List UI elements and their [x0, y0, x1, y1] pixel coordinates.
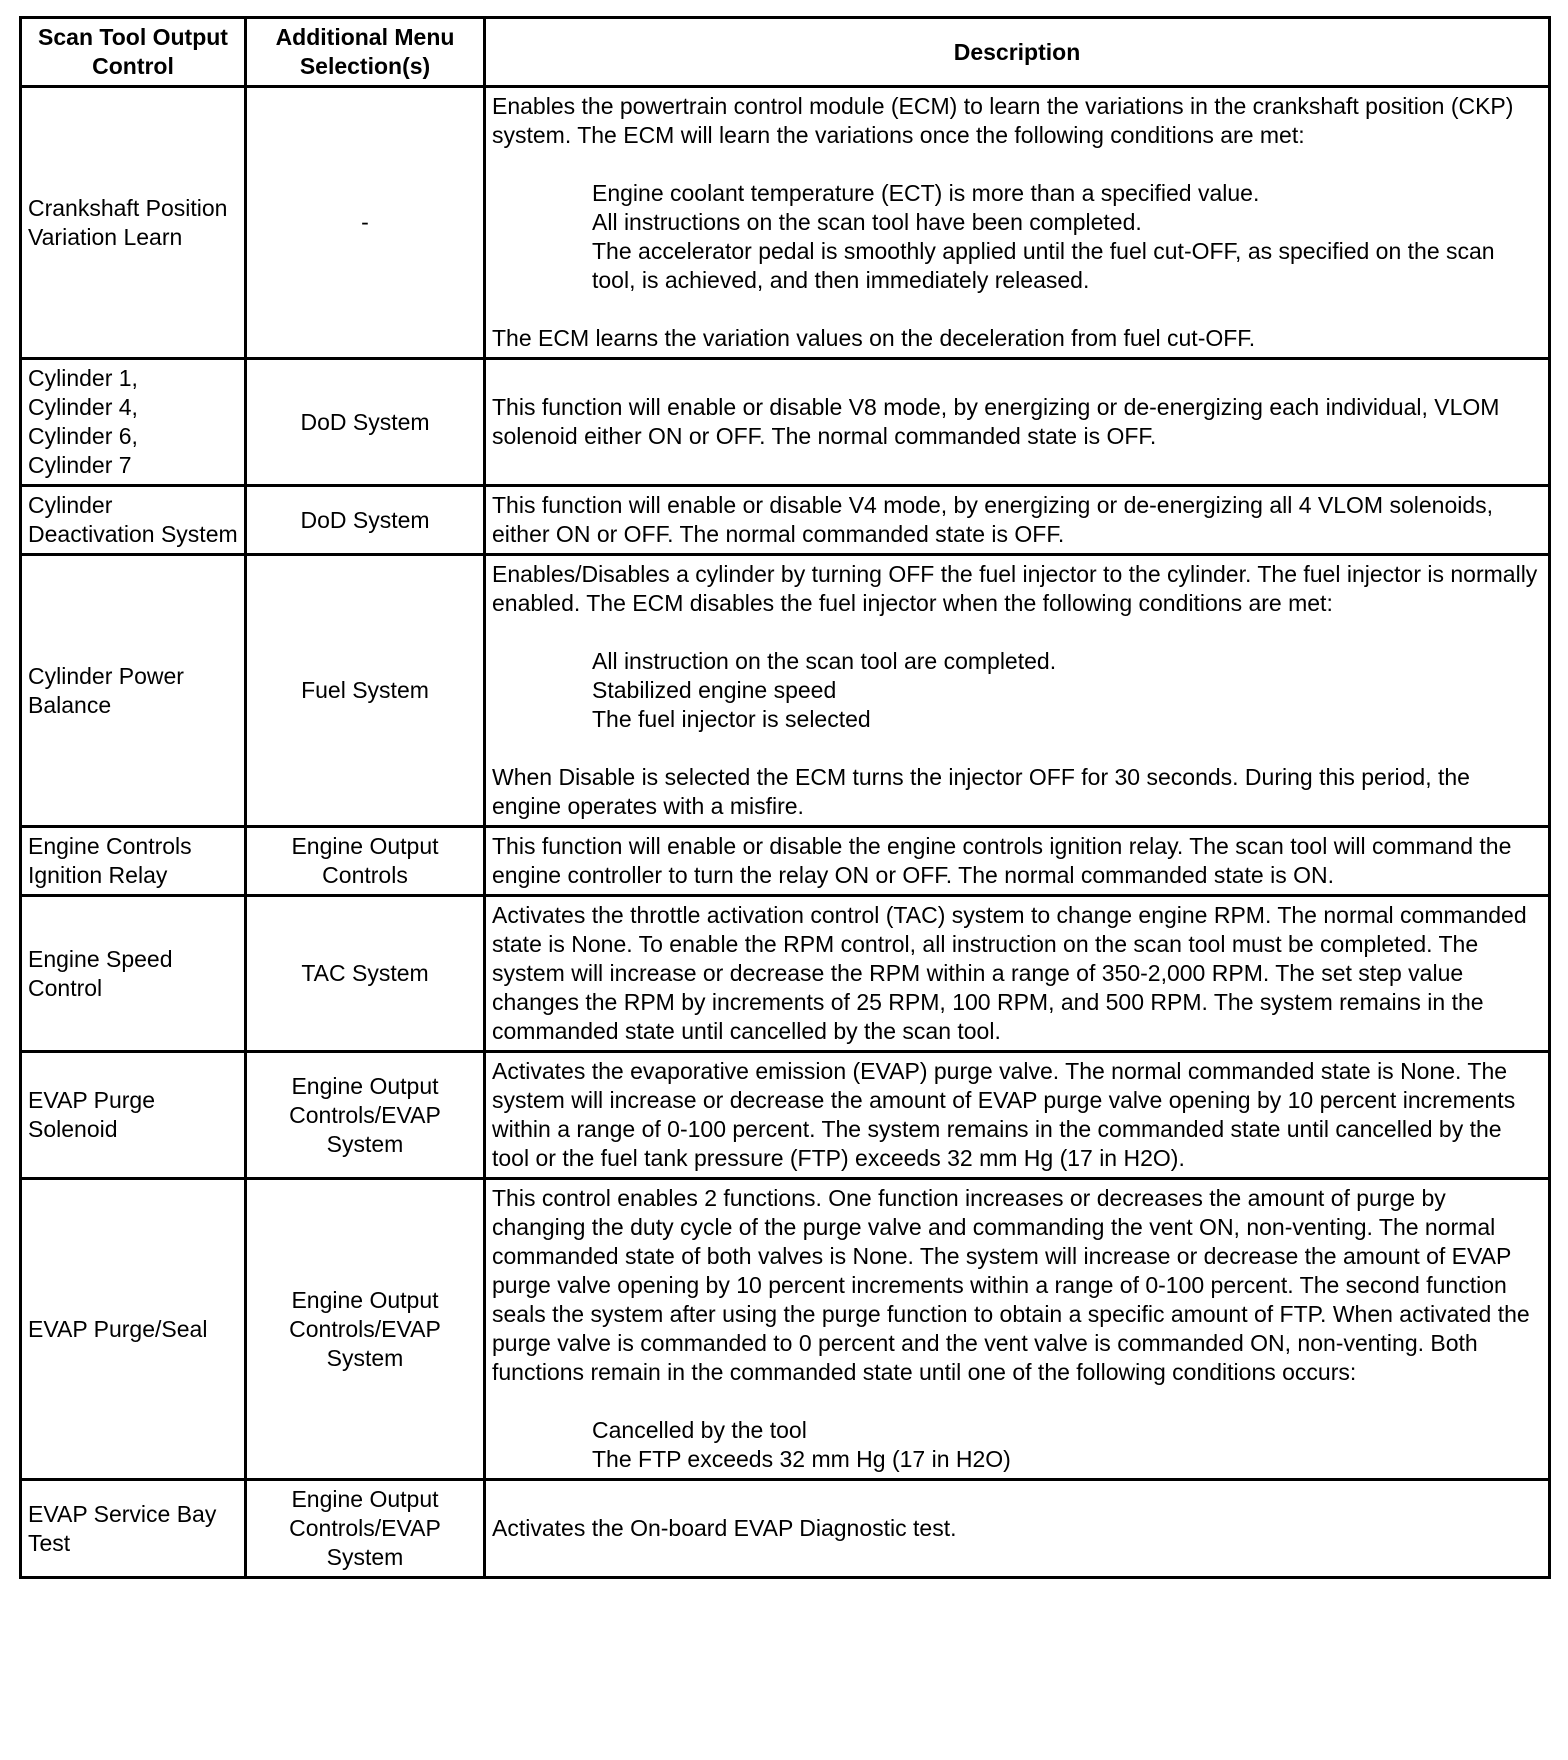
table-row [21, 486, 1550, 555]
control-name: Engine Controls Ignition Relay [21, 827, 246, 896]
table-row [21, 1052, 1550, 1179]
condition-item: All instructions on the scan tool have been completed. [592, 209, 1142, 235]
menu-selection: TAC System [246, 896, 485, 1052]
table-row [21, 1480, 1550, 1578]
description-cell [485, 896, 1550, 1052]
description-cell [485, 1480, 1550, 1578]
description-intro: This control enables 2 functions. One function increases or decreases the amount of purge by changing the duty cycle of the purge valve and commanding the vent ON, non-venting. The normal commanded state of both valves is None. The system will increase or decrease the amount of EVAP purge valve opening by 10 percent increments within a range of 0-100 percent. The second function seals the system after using the purge function to obtain a specific amount of FTP. When activated the purge valve is commanded to 0 percent and the vent valve is commanded ON, non-venting. Both functions remain in the commanded state until one of the following conditions occurs: [492, 1185, 1530, 1385]
condition-item: Stabilized engine speed [592, 677, 837, 703]
table-row [21, 896, 1550, 1052]
menu-selection: Engine Output Controls/EVAP System [246, 1480, 485, 1578]
description-cell [485, 87, 1550, 359]
menu-selection: DoD System [246, 359, 485, 486]
description-outro: When Disable is selected the ECM turns the injector OFF for 30 seconds. During this period, the engine operates with a misfire. [492, 764, 1470, 819]
condition-item: Engine coolant temperature (ECT) is more than a specified value. [592, 180, 1260, 206]
condition-item: Cancelled by the tool [592, 1417, 807, 1443]
control-name: Engine Speed Control [21, 896, 246, 1052]
control-name: Cylinder Deactivation System [21, 486, 246, 555]
table-row [21, 827, 1550, 896]
table-row [21, 87, 1550, 359]
control-name: EVAP Service Bay Test [21, 1480, 246, 1578]
condition-item: All instruction on the scan tool are completed. [592, 648, 1057, 674]
header-scan-tool-output-control: Scan Tool Output Control [21, 18, 246, 87]
condition-list [492, 179, 1542, 295]
table-row [21, 1179, 1550, 1480]
scan-tool-output-controls-table [19, 16, 1551, 1579]
control-name: Cylinder Power Balance [21, 555, 246, 827]
description-cell [485, 555, 1550, 827]
header-additional-menu-selections: Additional Menu Selection(s) [246, 18, 485, 87]
description-intro: Activates the evaporative emission (EVAP) purge valve. The normal commanded state is None. The system will increase or decrease the amount of EVAP purge valve opening by 10 percent increments within a range of 0-100 percent. The system remains in the commanded state until cancelled by the tool or the fuel tank pressure (FTP) exceeds 32 mm Hg (17 in H2O). [492, 1058, 1516, 1171]
condition-item: The FTP exceeds 32 mm Hg (17 in H2O) [592, 1446, 1011, 1472]
condition-item: The accelerator pedal is smoothly applied until the fuel cut-OFF, as specified on the scan tool, is achieved, and then immediately released. [592, 238, 1495, 293]
table-header-row [21, 18, 1550, 87]
description-intro: This function will enable or disable the engine controls ignition relay. The scan tool will command the engine controller to turn the relay ON or OFF. The normal commanded state is ON. [492, 833, 1512, 888]
description-outro: The ECM learns the variation values on the deceleration from fuel cut-OFF. [492, 325, 1256, 351]
control-name-line: Cylinder 6, [28, 423, 138, 449]
description-intro: Enables/Disables a cylinder by turning OFF the fuel injector to the cylinder. The fuel injector is normally enabled. The ECM disables the fuel injector when the following conditions are met: [492, 561, 1538, 616]
control-name [21, 359, 246, 486]
control-name: Crankshaft Position Variation Learn [21, 87, 246, 359]
menu-selection: DoD System [246, 486, 485, 555]
description-intro: Activates the throttle activation control (TAC) system to change engine RPM. The normal commanded state is None. To enable the RPM control, all instruction on the scan tool must be completed. The system will increase or decrease the RPM within a range of 350-2,000 RPM. The set step value changes the RPM by increments of 25 RPM, 100 RPM, and 500 RPM. The system remains in the commanded state until cancelled by the scan tool. [492, 902, 1527, 1044]
condition-item: The fuel injector is selected [592, 706, 871, 732]
description-cell [485, 1052, 1550, 1179]
control-name: EVAP Purge Solenoid [21, 1052, 246, 1179]
table-row [21, 359, 1550, 486]
description-intro: This function will enable or disable V4 mode, by energizing or de-energizing all 4 VLOM solenoids, either ON or OFF. The normal commanded state is OFF. [492, 492, 1494, 547]
menu-selection: Fuel System [246, 555, 485, 827]
table-row [21, 555, 1550, 827]
menu-selection: - [246, 87, 485, 359]
condition-list [492, 647, 1542, 734]
control-name-line: Cylinder 4, [28, 394, 138, 420]
menu-selection: Engine Output Controls/EVAP System [246, 1179, 485, 1480]
description-cell [485, 827, 1550, 896]
description-intro: Activates the On-board EVAP Diagnostic test. [492, 1515, 957, 1541]
control-name: EVAP Purge/Seal [21, 1179, 246, 1480]
header-description: Description [485, 18, 1550, 87]
control-name-line: Cylinder 7 [28, 452, 132, 478]
menu-selection: Engine Output Controls/EVAP System [246, 1052, 485, 1179]
menu-selection: Engine Output Controls [246, 827, 485, 896]
control-name-line: Cylinder 1, [28, 365, 138, 391]
description-intro: Enables the powertrain control module (ECM) to learn the variations in the crankshaft position (CKP) system. The ECM will learn the variations once the following conditions are met: [492, 93, 1514, 148]
description-intro: This function will enable or disable V8 mode, by energizing or de-energizing each individual, VLOM solenoid either ON or OFF. The normal commanded state is OFF. [492, 394, 1500, 449]
description-cell [485, 486, 1550, 555]
description-cell [485, 1179, 1550, 1480]
condition-list [492, 1416, 1542, 1474]
description-cell [485, 359, 1550, 486]
